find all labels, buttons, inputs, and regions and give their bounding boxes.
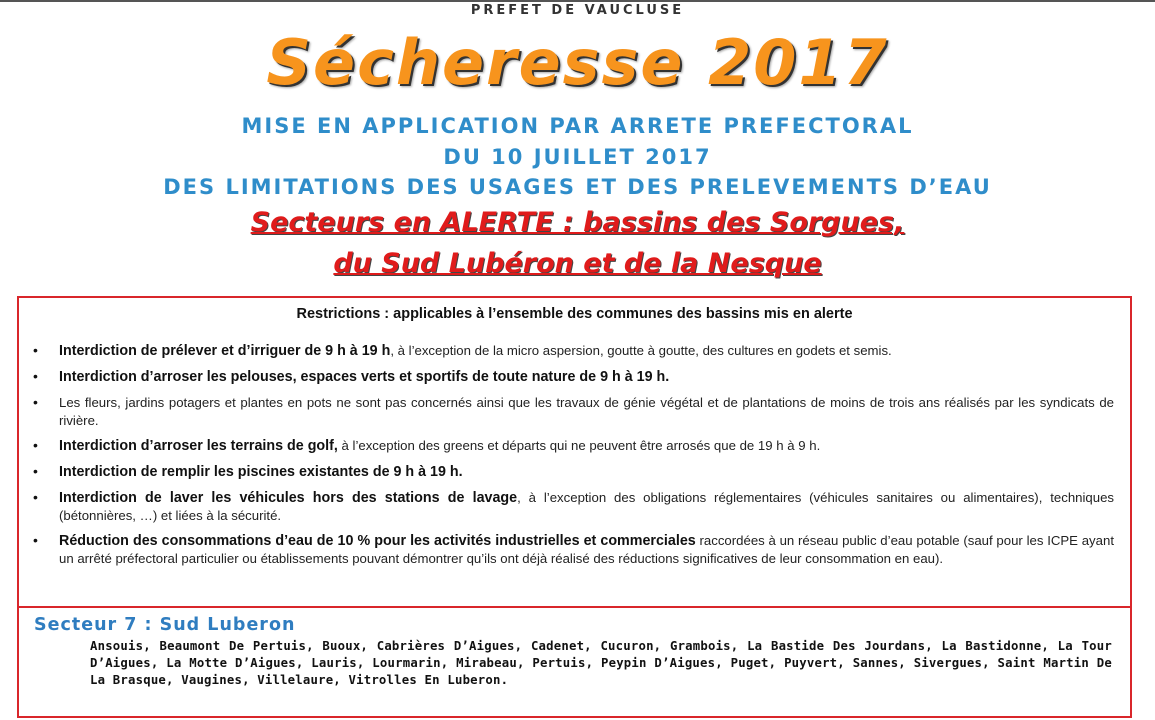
restriction-item-bold: Interdiction de laver les véhicules hors des stations de lavage: [59, 490, 518, 506]
restrictions-list: [59, 342, 1114, 575]
restriction-item: [59, 463, 1114, 481]
restriction-item-text: à l’exception des greens et départs qui ne peuvent être arrosés que de 19 h à 9 h.: [337, 438, 821, 453]
restriction-item-text: , à l’exception des obligations réglementaires (véhicules sanitaires ou alimentaires), techniques (bétonnières, …) et liées à la sécurité.: [59, 490, 1115, 523]
restriction-item-text: , à l’exception de la micro aspersion, goutte à goutte, des cultures en godets et semis.: [390, 343, 892, 358]
restriction-item: [59, 437, 1114, 455]
alert-line-1: Secteurs en ALERTE : bassins des Sorgues,: [250, 207, 905, 238]
restriction-item-bold: Interdiction d’arroser les pelouses, espaces verts et sportifs de toute nature de 9 h à 19 h.: [59, 369, 670, 385]
restriction-item-bold: Interdiction de prélever et d’irriguer de 9 h à 19 h: [59, 343, 391, 359]
restriction-item: [59, 489, 1114, 524]
restriction-item-text: Les fleurs, jardins potagers et plantes en pots ne sont pas concernés ainsi que les travaux de génie végétal et de plantations de moins de trois ans réalisés par les syndicats de rivière.: [59, 395, 1114, 428]
subtitle-line-3: DES LIMITATIONS DES USAGES ET DES PRELEVEMENTS D’EAU: [163, 175, 992, 199]
restriction-item: [59, 394, 1114, 429]
restrictions-panel: [17, 296, 1132, 608]
subtitle-line-1: MISE EN APPLICATION PAR ARRETE PREFECTORAL: [241, 114, 914, 138]
top-rule: [0, 0, 1155, 2]
restriction-item: [59, 368, 1114, 386]
sector-communes: Ansouis, Beaumont De Pertuis, Buoux, Cabrières D’Aigues, Cadenet, Cucuron, Grambois, La Bastide Des Jourdans, La Bastidonne, La Tour D’Aigues, La Motte D’Aigues, Lauris, Lourmarin, Mirabeau, Pertuis, Peypin D’Aigues, Puget, Puyvert, Sannes, Sivergues, Saint Martin De La Brasque, Vaugines, Villelaure, Vitrolles En Luberon.: [90, 639, 1112, 687]
restriction-item-bold: Interdiction d’arroser les terrains de golf,: [59, 438, 338, 454]
restriction-item-text: raccordées à un réseau public d’eau potable (sauf pour les ICPE ayant un arrêté préfectoral particulier ou établissements pouvant démontrer qu’ils ont déjà réalisé des réductions significatives de leur consommation en eau).: [59, 533, 1114, 566]
restrictions-heading: Restrictions : applicables à l’ensemble des communes des bassins mis en alerte: [296, 306, 853, 322]
sector-title: Secteur 7 : Sud Luberon: [34, 615, 296, 635]
restriction-item: [59, 342, 1114, 360]
page-title: Sécheresse 2017: [266, 26, 889, 99]
restriction-item-bold: Interdiction de remplir les piscines existantes de 9 h à 19 h.: [59, 464, 463, 480]
restriction-item-bold: Réduction des consommations d’eau de 10 % pour les activités industrielles et commerciales: [59, 533, 696, 549]
issuer-label: PREFET DE VAUCLUSE: [470, 3, 685, 18]
subtitle-line-2: DU 10 JUILLET 2017: [443, 145, 712, 169]
restriction-item: [59, 532, 1114, 567]
alert-line-2: du Sud Lubéron et de la Nesque: [333, 248, 822, 279]
